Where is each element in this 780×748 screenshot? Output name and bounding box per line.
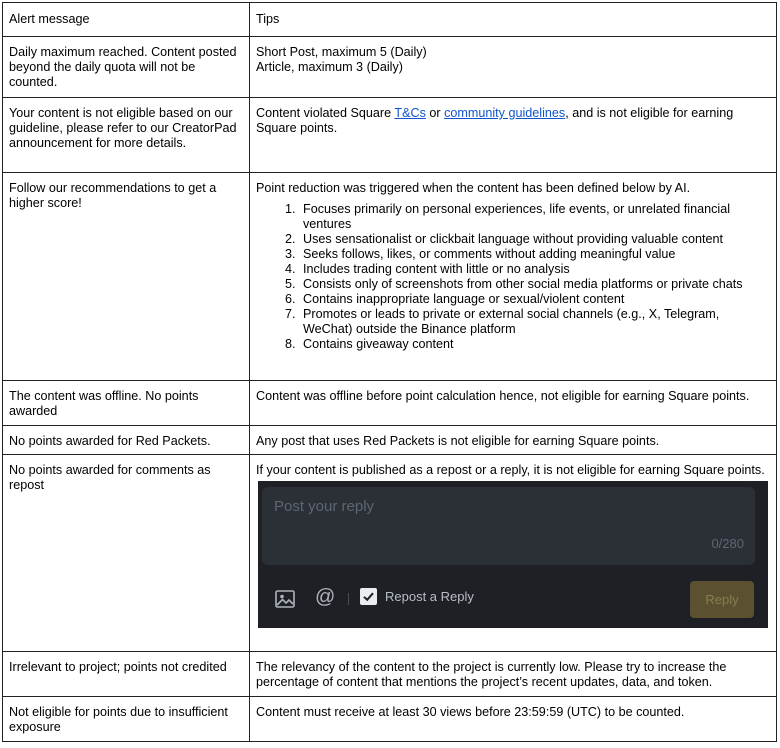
- tip-cell: [250, 173, 777, 381]
- table-row: [3, 697, 777, 742]
- tip-text: Content violated Square: [256, 106, 395, 120]
- table-header-row: [3, 3, 777, 37]
- repost-label: Repost a Reply: [385, 589, 474, 604]
- tip-cell: Any post that uses Red Packets is not eligible for earning Square points.: [250, 426, 777, 455]
- tip-cell: [250, 37, 777, 98]
- reply-input[interactable]: [262, 487, 755, 565]
- tip-line: Short Post, maximum 5 (Daily): [256, 45, 427, 59]
- reply-toolbar: [258, 579, 768, 619]
- table-row: [3, 173, 777, 381]
- table-row: [3, 426, 777, 455]
- image-icon[interactable]: [275, 590, 295, 612]
- header-tips: Tips: [250, 3, 777, 37]
- alert-tips-table: [2, 2, 777, 742]
- tip-line: Article, maximum 3 (Daily): [256, 60, 403, 74]
- alert-cell: Irrelevant to project; points not credited: [3, 652, 250, 697]
- tip-text: , and is not eligible for earning Square points.: [256, 106, 734, 135]
- tip-cell: Content must receive at least 30 views before 23:59:59 (UTC) to be counted.: [250, 697, 777, 742]
- alert-cell: No points awarded for Red Packets.: [3, 426, 250, 455]
- toolbar-divider: [348, 593, 349, 605]
- list-item: 4. Includes trading content with little or no analysis: [299, 262, 770, 277]
- tc-link[interactable]: T&Cs: [394, 106, 426, 120]
- tip-cell: [250, 98, 777, 173]
- reply-placeholder: Post your reply: [274, 498, 375, 515]
- tip-cell: [250, 455, 777, 652]
- reply-composer-screenshot: [258, 481, 768, 628]
- list-item: 3. Seeks follows, likes, or comments without adding meaningful value: [299, 247, 770, 262]
- tip-cell: The relevancy of the content to the project is currently low. Please try to increase the percentage of content that mentions the project’s recent updates, data, and token.: [250, 652, 777, 697]
- alert-cell: The content was offline. No points awarded: [3, 381, 250, 426]
- list-item: 7. Promotes or leads to private or external social channels (e.g., X, Telegram, WeChat) outside the Binance platform: [299, 307, 770, 337]
- table-row: [3, 652, 777, 697]
- alert-cell: Follow our recommendations to get a higher score!: [3, 173, 250, 381]
- list-item: 6. Contains inappropriate language or sexual/violent content: [299, 292, 770, 307]
- alert-cell: Your content is not eligible based on our guideline, please refer to our CreatorPad announcement for more details.: [3, 98, 250, 173]
- table-row: [3, 381, 777, 426]
- alert-cell: Not eligible for points due to insufficient exposure: [3, 697, 250, 742]
- header-alert-message: Alert message: [3, 3, 250, 37]
- table-row: [3, 37, 777, 98]
- checkmark-icon: [362, 590, 375, 603]
- community-guidelines-link[interactable]: community guidelines: [444, 106, 566, 120]
- reduction-reasons-list: [256, 202, 770, 352]
- alert-cell: No points awarded for comments as repost: [3, 455, 250, 652]
- alert-cell: Daily maximum reached. Content posted beyond the daily quota will not be counted.: [3, 37, 250, 98]
- table-row: [3, 455, 777, 652]
- tip-text: If your content is published as a repost or a reply, it is not eligible for earning Square points.: [256, 463, 765, 477]
- tip-cell: Content was offline before point calculation hence, not eligible for earning Square points.: [250, 381, 777, 426]
- list-item: 2. Uses sensationalist or clickbait language without providing valuable content: [299, 232, 770, 247]
- tip-intro: Point reduction was triggered when the content has been defined below by AI.: [256, 181, 691, 195]
- at-sign-icon[interactable]: @: [315, 586, 336, 608]
- list-item: 8. Contains giveaway content: [299, 337, 770, 352]
- character-counter: 0/280: [711, 536, 744, 551]
- repost-checkbox[interactable]: [360, 588, 377, 605]
- list-item: 1. Focuses primarily on personal experiences, life events, or unrelated financial ventures: [299, 202, 770, 232]
- tip-text: or: [425, 106, 445, 120]
- table-row: [3, 98, 777, 173]
- reply-button[interactable]: Reply: [690, 581, 754, 618]
- list-item: 5. Consists only of screenshots from other social media platforms or private chats: [299, 277, 770, 292]
